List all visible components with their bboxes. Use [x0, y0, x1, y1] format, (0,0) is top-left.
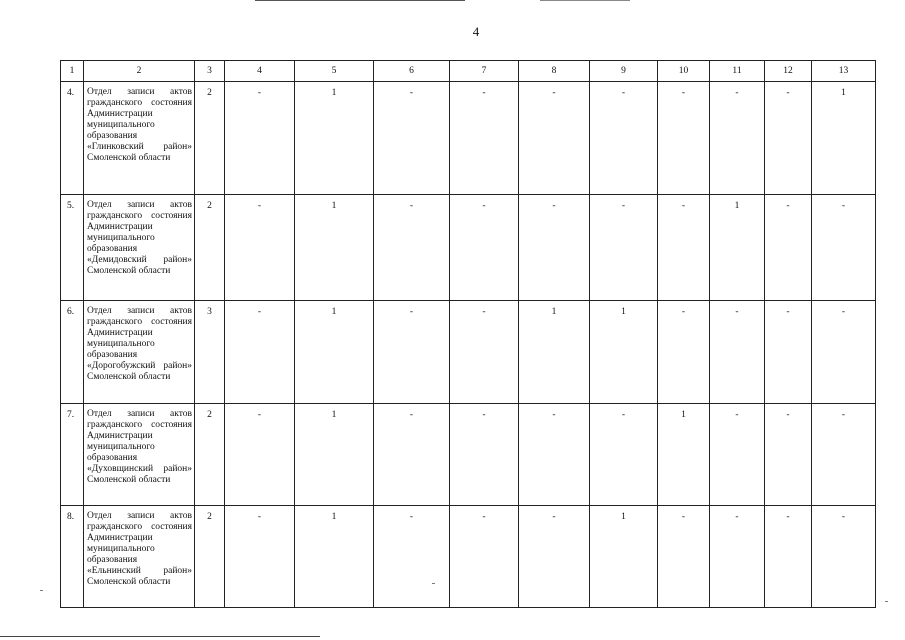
- cell-value: 1: [710, 195, 765, 301]
- cell-value: -: [710, 506, 765, 608]
- cell-value: -: [765, 404, 812, 506]
- column-header: 13: [812, 61, 876, 82]
- cell-value: -: [658, 195, 710, 301]
- column-header: 3: [195, 61, 225, 82]
- cell-value: -: [812, 301, 876, 404]
- department-name: Отдел записи актов гражданского состояния Администрации муниципального образования «Духовщинский район» Смоленской области: [84, 404, 195, 506]
- cell-value: -: [374, 195, 450, 301]
- cell-value: -: [590, 404, 658, 506]
- column-header: 5: [295, 61, 374, 82]
- cell-value: 1: [295, 404, 374, 506]
- table-header-row: [61, 61, 876, 82]
- column-header: 8: [519, 61, 590, 82]
- cell-value: -: [765, 195, 812, 301]
- cell-value: -: [590, 195, 658, 301]
- cell-value: -: [765, 82, 812, 195]
- column-header: 1: [61, 61, 84, 82]
- column-header: 12: [765, 61, 812, 82]
- column-header: 4: [225, 61, 295, 82]
- column-header: 7: [450, 61, 519, 82]
- scan-speck: [40, 590, 43, 591]
- cell-value: 2: [195, 506, 225, 608]
- department-name: Отдел записи актов гражданского состояния Администрации муниципального образования «Дорогобужский район» Смоленской области: [84, 301, 195, 404]
- cell-value: -: [450, 404, 519, 506]
- department-name: Отдел записи актов гражданского состояния Администрации муниципального образования «Демидовский район» Смоленской области: [84, 195, 195, 301]
- scan-speck: [885, 601, 888, 602]
- column-header: 9: [590, 61, 658, 82]
- cell-value: -: [374, 506, 450, 608]
- row-number: 4.: [61, 82, 84, 195]
- cell-value: 1: [590, 301, 658, 404]
- column-header: 6: [374, 61, 450, 82]
- cell-value: -: [225, 195, 295, 301]
- table-row: [61, 195, 876, 301]
- cell-value: -: [812, 506, 876, 608]
- cell-value: -: [450, 506, 519, 608]
- registry-table: [60, 60, 876, 608]
- cell-value: -: [225, 506, 295, 608]
- cell-value: -: [225, 404, 295, 506]
- cell-value: -: [374, 82, 450, 195]
- cell-value: 1: [812, 82, 876, 195]
- cell-value: -: [225, 301, 295, 404]
- column-header: 10: [658, 61, 710, 82]
- row-number: 8.: [61, 506, 84, 608]
- cell-value: 1: [295, 301, 374, 404]
- cell-value: 3: [195, 301, 225, 404]
- cell-value: -: [710, 82, 765, 195]
- cell-value: -: [519, 82, 590, 195]
- cell-value: -: [710, 404, 765, 506]
- scan-speck: [432, 583, 435, 584]
- row-number: 6.: [61, 301, 84, 404]
- cell-value: -: [450, 82, 519, 195]
- row-number: 7.: [61, 404, 84, 506]
- cell-value: -: [374, 301, 450, 404]
- cell-value: 1: [295, 195, 374, 301]
- department-name: Отдел записи актов гражданского состояния Администрации муниципального образования «Ельнинский район» Смоленской области: [84, 506, 195, 608]
- cell-value: -: [658, 506, 710, 608]
- cell-value: 1: [658, 404, 710, 506]
- cell-value: -: [658, 82, 710, 195]
- cell-value: -: [590, 82, 658, 195]
- cell-value: 1: [590, 506, 658, 608]
- table-row: [61, 404, 876, 506]
- cell-value: -: [658, 301, 710, 404]
- table-row: [61, 82, 876, 195]
- cell-value: 2: [195, 195, 225, 301]
- cell-value: 1: [295, 82, 374, 195]
- scan-top-rule: [540, 0, 630, 1]
- cell-value: 1: [519, 301, 590, 404]
- cell-value: -: [765, 301, 812, 404]
- cell-value: -: [519, 506, 590, 608]
- cell-value: 2: [195, 404, 225, 506]
- cell-value: -: [374, 404, 450, 506]
- cell-value: -: [812, 195, 876, 301]
- cell-value: -: [225, 82, 295, 195]
- table-row: [61, 301, 876, 404]
- cell-value: -: [519, 404, 590, 506]
- scan-bottom-rule: [0, 636, 320, 637]
- column-header: 11: [710, 61, 765, 82]
- cell-value: -: [519, 195, 590, 301]
- cell-value: 1: [295, 506, 374, 608]
- cell-value: -: [765, 506, 812, 608]
- scan-top-rule: [255, 0, 465, 1]
- cell-value: -: [710, 301, 765, 404]
- cell-value: -: [450, 301, 519, 404]
- cell-value: -: [812, 404, 876, 506]
- department-name: Отдел записи актов гражданского состояния Администрации муниципального образования «Глинковский район» Смоленской области: [84, 82, 195, 195]
- page-number: 4: [472, 24, 480, 39]
- cell-value: 2: [195, 82, 225, 195]
- table-row: [61, 506, 876, 608]
- column-header: 2: [84, 61, 195, 82]
- cell-value: -: [450, 195, 519, 301]
- row-number: 5.: [61, 195, 84, 301]
